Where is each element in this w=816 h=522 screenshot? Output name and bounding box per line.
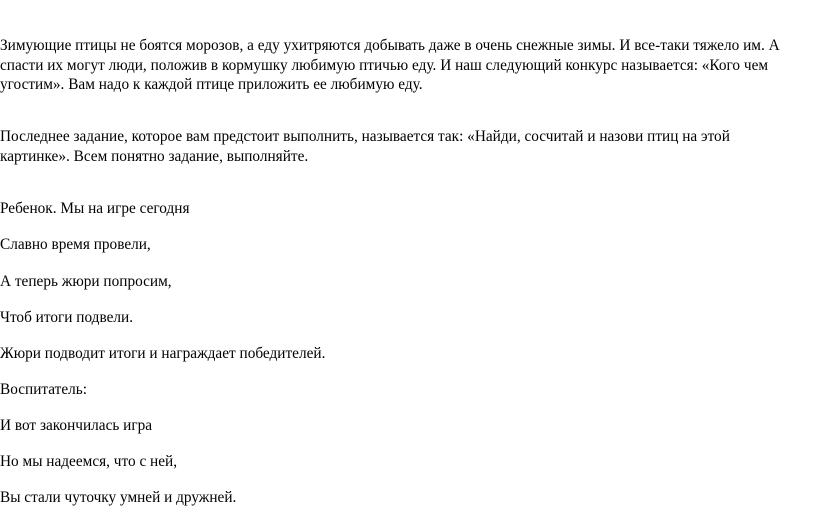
intro-paragraph <box>0 36 812 95</box>
intro-line-1: Зимующие птицы не боятся морозов, а еду ухитряются добывать даже в очень снежные зимы. И все-таки тяжело им. А <box>0 37 780 54</box>
task-line-2: картинке». Всем понятно задание, выполняйте. <box>0 147 309 165</box>
task-paragraph <box>0 127 812 166</box>
jury-line: Жюри подводит итоги и награждает победителей. <box>0 345 326 362</box>
closing-line-3: Вы стали чуточку умней и дружней. <box>0 489 237 506</box>
poem-line-1: Ребенок. Мы на игре сегодня <box>0 200 190 217</box>
closing-line-2: Но мы надеемся, что с ней, <box>0 453 178 470</box>
closing-line-1: И вот закончилась игра <box>0 417 153 434</box>
speaker-label: Воспитатель: <box>0 381 87 398</box>
poem-line-2: Славно время провели, <box>0 236 151 253</box>
task-line-1: Последнее задание, которое вам предстоит выполнить, называется так: «Найди, сосчитай и назови птиц на этой <box>0 128 730 145</box>
poem-line-3: А теперь жюри попросим, <box>0 273 172 290</box>
intro-line-3: угостим». Вам надо к каждой птице приложить ее любимую еду. <box>0 76 423 93</box>
poem-line-4: Чтоб итоги подвели. <box>0 309 134 326</box>
intro-line-2: спасти их могут люди, положив в кормушку любимую птичью еду. И наш следующий конкурс называется: «Кого чем <box>0 56 769 74</box>
